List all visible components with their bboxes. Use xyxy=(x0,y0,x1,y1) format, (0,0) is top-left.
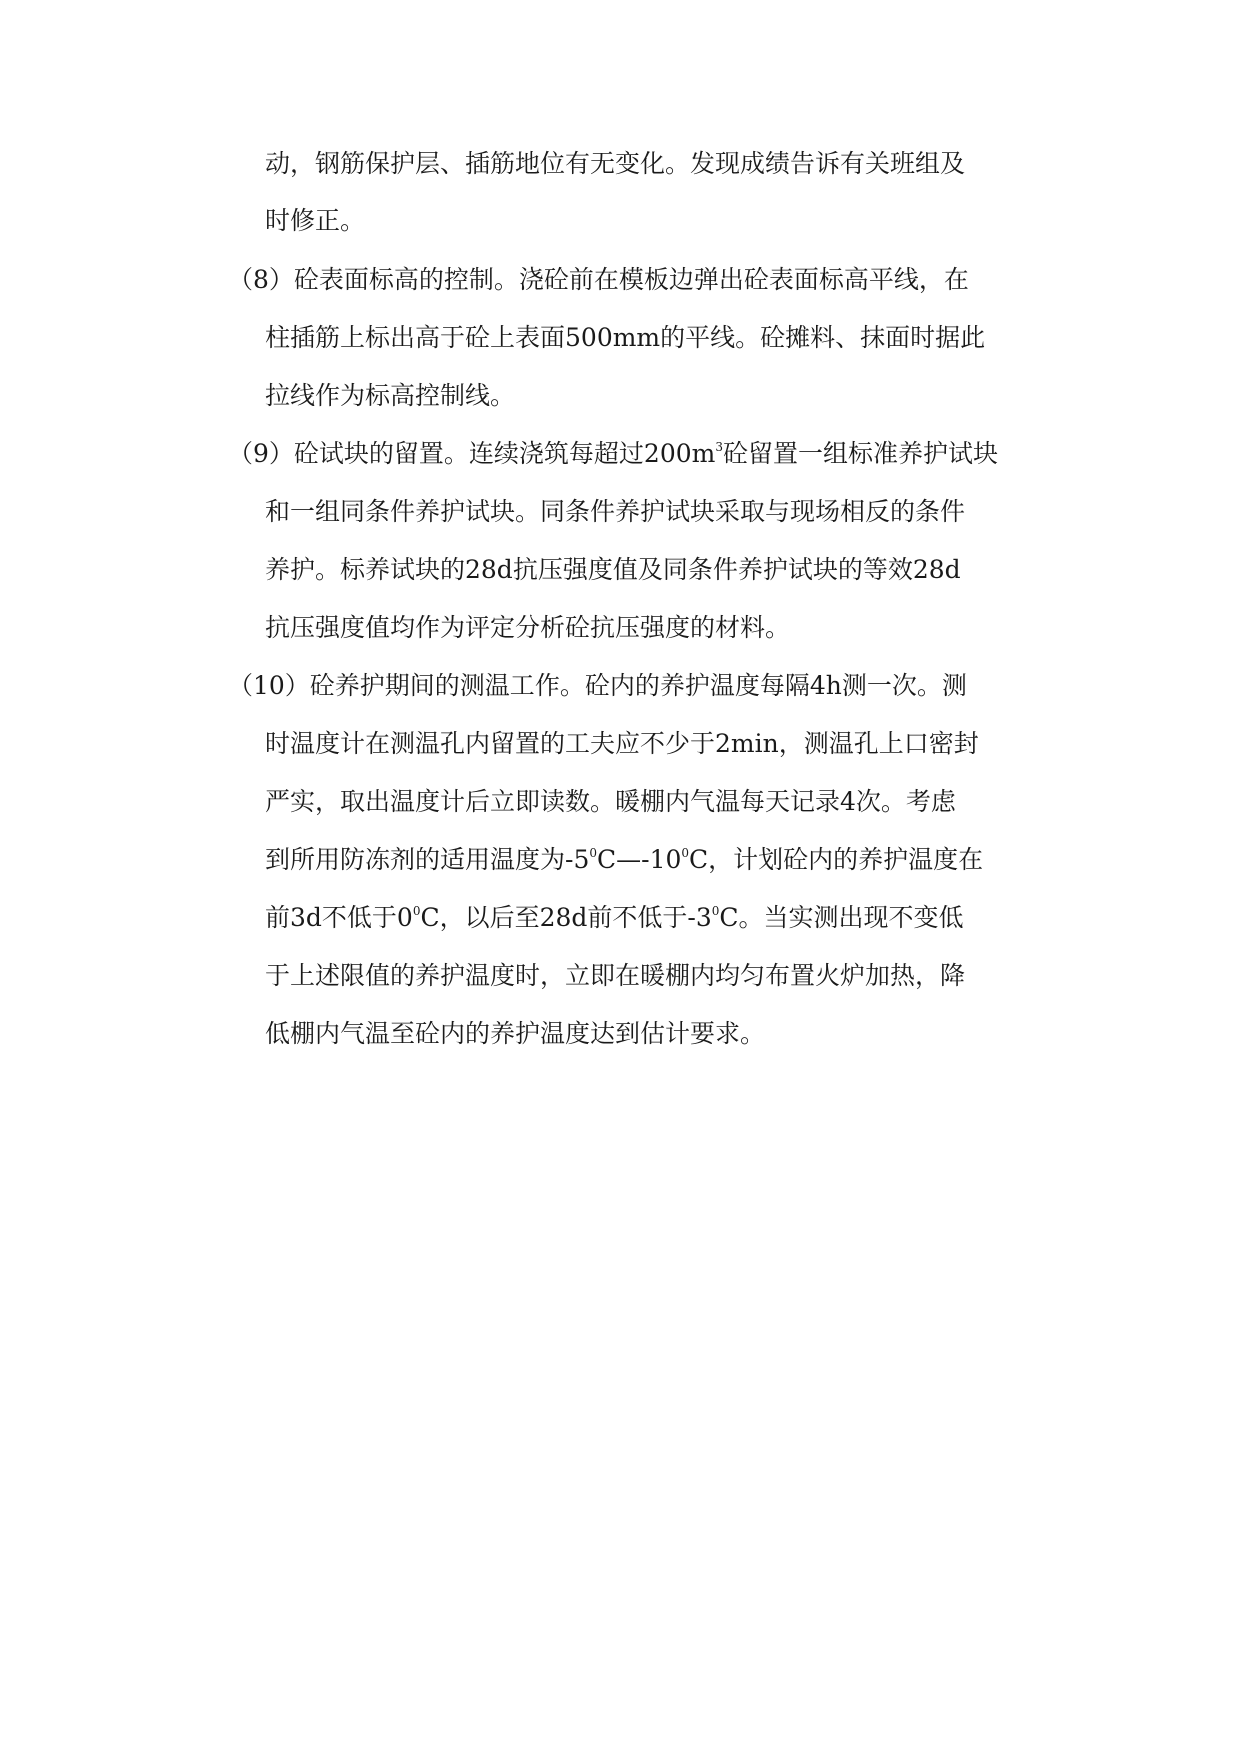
text-line: 低棚内气温至砼内的养护温度达到估计要求。 xyxy=(265,1019,766,1048)
superscript: 0 xyxy=(412,903,421,918)
text-segment: C，以后至28d前不低于-3 xyxy=(420,903,712,932)
superscript: 0 xyxy=(711,903,720,918)
text-segment: 到所用防冻剂的适用温度为-5 xyxy=(265,845,590,874)
superscript: 3 xyxy=(715,439,723,454)
text-segment: C—-10 xyxy=(597,845,682,874)
text-line: 时温度计在测温孔内留置的工夫应不少于2min，测温孔上口密封 xyxy=(265,729,979,758)
text-line xyxy=(228,438,998,470)
text-line: 养护。标养试块的28d抗压强度值及同条件养护试块的等效28d xyxy=(265,555,961,584)
text-segment: C，计划砼内的养护温度在 xyxy=(689,845,984,874)
text-line: 于上述限值的养护温度时，立即在暖棚内均匀布置火炉加热，降 xyxy=(265,961,966,990)
text-line: （8）砼表面标高的控制。浇砼前在模板边弹出砼表面标高平线，在 xyxy=(228,265,969,294)
text-line xyxy=(265,902,964,934)
text-segment: （9）砼试块的留置。连续浇筑每超过200m xyxy=(228,439,716,468)
text-line: 时修正。 xyxy=(265,206,366,235)
superscript: 0 xyxy=(681,845,690,860)
text-segment: 砼留置一组标准养护试块 xyxy=(722,439,998,468)
text-line: 柱插筋上标出高于砼上表面500mm的平线。砼摊料、抹面时据此 xyxy=(265,323,986,352)
text-line: 和一组同条件养护试块。同条件养护试块采取与现场相反的条件 xyxy=(265,497,966,526)
text-segment: 前3d不低于0 xyxy=(265,903,413,932)
text-line: 严实，取出温度计后立即读数。暖棚内气温每天记录4次。考虑 xyxy=(265,787,956,816)
text-line: （10）砼养护期间的测温工作。砼内的养护温度每隔4h测一次。测 xyxy=(228,671,967,700)
text-segment: C。当实测出现不变低 xyxy=(719,903,964,932)
text-line xyxy=(265,844,983,876)
superscript: 0 xyxy=(589,845,597,860)
text-line: 拉线作为标高控制线。 xyxy=(265,381,516,410)
text-line: 抗压强度值均作为评定分析砼抗压强度的材料。 xyxy=(265,613,791,642)
text-line: 动，钢筋保护层、插筋地位有无变化。发现成绩告诉有关班组及 xyxy=(265,149,966,178)
